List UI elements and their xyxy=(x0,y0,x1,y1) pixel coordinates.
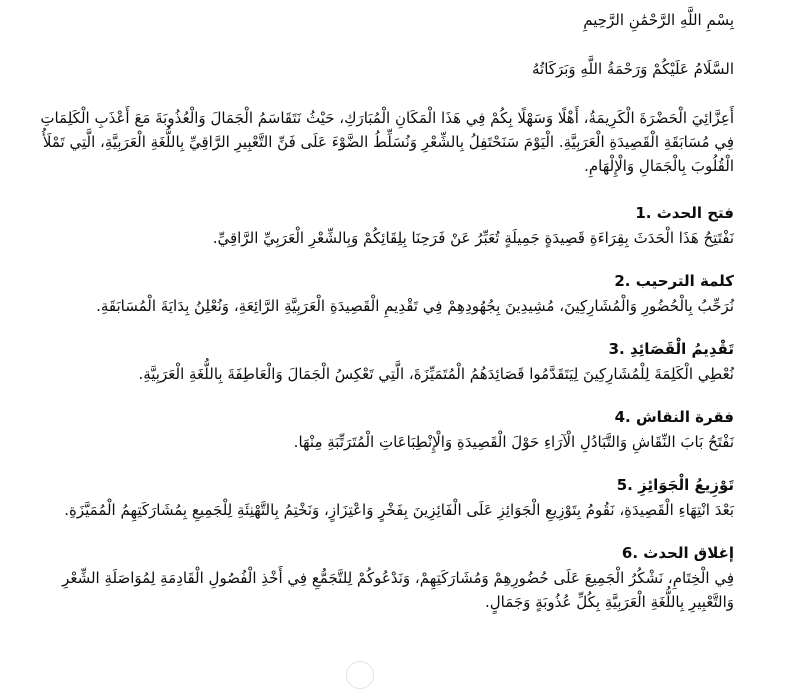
section-body: نَفْتَحُ بَابَ النِّقَاشِ وَالتَّبَادُلِ الْآرَاءِ حَوْلَ الْقَصِيدَةِ وَالْإِنْطِبَاعَاتِ الْمُتَرَتِّبَةِ مِنْهَا. xyxy=(293,433,734,451)
section-4 xyxy=(18,405,734,454)
section-title: تَقْدِيمُ الْقَصَائِدِ xyxy=(630,340,734,358)
section-body: نُرَحِّبُ بِالْحُضُورِ وَالْمُشَارِكِينَ، مُشِيدِينَ بِجُهُودِهِمْ فِي تَقْدِيمِ الْقَصِيدَةِ الْعَرَبِيَّةِ الرَّائِعَةِ، وَنُعْلِنُ بِدَايَةَ الْمُسَابَقَةِ. xyxy=(96,297,734,315)
section-heading xyxy=(18,269,734,293)
section-heading xyxy=(18,405,734,429)
section-6 xyxy=(18,541,734,614)
section-number: 5. xyxy=(616,476,633,494)
basmala: بِسْمِ اللَّهِ الرَّحْمَٰنِ الرَّحِيمِ xyxy=(583,11,734,29)
intro-paragraph: أَعِزَّائِيَ الْحَضْرَةَ الْكَرِيمَةُ، أَهْلًا وَسَهْلًا بِكُمْ فِي هَذَا الْمَكَانِ الْمُبَارَكِ، حَيْثُ نَتَقَاسَمُ الْجَمَالَ وَالْعُذُوبَةَ مَعَ أَعْذَبِ الْكَلِمَاتِ فِي مُسَابَقَةِ الْقَصِيدَةِ الْعَرَبِيَّةِ. الْيَوْمَ سَنَحْتَفِلُ بِالشِّعْرِ وَنُسَلِّطُ الضَّوْءَ عَلَى فَنِّ التَّعْبِيرِ الرَّاقِيِّ بِاللُّغَةِ الْعَرَبِيَّةِ، الَّتِي تَمْلَأُ الْقُلُوبَ بِالْجَمَالِ وَالْإِلْهَامِ. xyxy=(40,109,734,175)
section-title: تَوْزِيعُ الْجَوَائِزِ xyxy=(638,476,734,494)
section-title: فقرة النقاش xyxy=(635,408,734,426)
section-title: إغلاق الحدث xyxy=(643,544,734,562)
section-number: 6. xyxy=(621,544,639,562)
section-title: فتح الحدث xyxy=(656,204,734,222)
section-body: نَفْتَتِحُ هَذَا الْحَدَثَ بِقِرَاءَةِ قَصِيدَةٍ جَمِيلَةٍ تُعَبِّرُ عَنْ فَرَحِنَا بِلِقَائِكُمْ وَبِالشِّعْرِ الْعَرَبِيِّ الرَّاقِيِّ. xyxy=(212,229,734,247)
scroll-down-button[interactable] xyxy=(346,661,374,689)
section-1 xyxy=(18,201,734,250)
section-body: نُعْطِي الْكَلِمَةَ لِلْمُشَارِكِينَ لِيَتَقَدَّمُوا قَصَائِدَهُمُ الْمُتَمَيِّزَةَ، الَّتِي تَعْكِسُ الْجَمَالَ وَالْعَاطِفَةَ بِاللُّغَةِ الْعَرَبِيَّةِ. xyxy=(138,365,734,383)
section-number: 3. xyxy=(608,340,625,358)
section-body: بَعْدَ انْتِهَاءِ الْقَصِيدَةِ، نَقُومُ بِتَوْزِيعِ الْجَوَائِزِ عَلَى الْفَائِزِينَ بِفَخْرٍ وَاعْتِزَازٍ، وَنَخْتِمُ بِالتَّهْنِئَةِ لِلْجَمِيعِ بِمُشَارَكَتِهِمُ الْمُمَيَّزَةِ. xyxy=(64,501,734,519)
greeting: السَّلَامُ عَلَيْكُمْ وَرَحْمَةُ اللَّهِ وَبَرَكَاتُهُ xyxy=(532,60,734,78)
section-heading xyxy=(18,541,734,565)
section-number: 4. xyxy=(614,408,631,426)
section-5 xyxy=(18,473,734,522)
section-heading xyxy=(18,473,734,497)
section-heading xyxy=(18,201,734,225)
section-3 xyxy=(18,337,734,386)
section-heading xyxy=(18,337,734,361)
section-number: 2. xyxy=(614,272,631,290)
section-2 xyxy=(18,269,734,318)
section-number: 1. xyxy=(635,204,652,222)
section-title: كلمة الترحيب xyxy=(635,272,734,290)
section-body: فِي الْخِتَامِ، نَشْكُرُ الْجَمِيعَ عَلَى حُضُورِهِمْ وَمُشَارَكَتِهِمْ، وَنَدْعُوكُمْ لِلتَّجَمُّعِ فِي أَخْذِ الْفُصُولِ الْقَادِمَةِ لِمُوَاصَلَةِ الشِّعْرِ وَالتَّعْبِيرِ بِاللُّغَةِ الْعَرَبِيَّةِ بِكُلِّ عُذُوبَةٍ وَجَمَالٍ. xyxy=(62,569,734,611)
